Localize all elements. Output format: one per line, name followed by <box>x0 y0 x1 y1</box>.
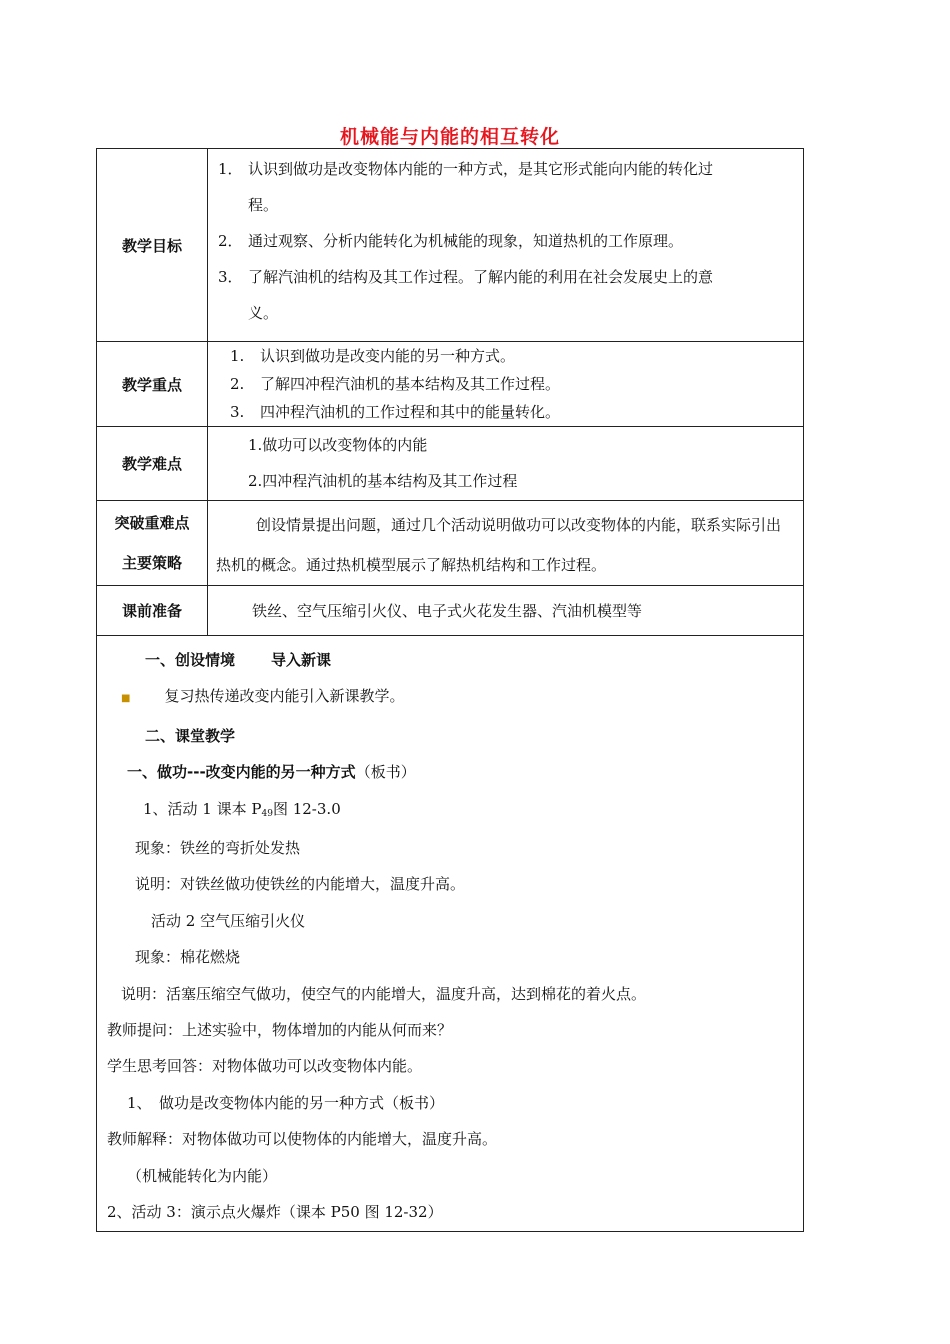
label-difficulties: 教学难点 <box>97 427 208 501</box>
energy-conversion-note: （机械能转化为内能） <box>127 1166 278 1185</box>
strategy-cell: 创设情景提出问题，通过几个活动说明做功可以改变物体的内能，联系实际引出热机的概念。通过热机模型展示了解热机结构和工作过程。 <box>208 501 804 586</box>
row-strategy <box>97 501 804 586</box>
difficulties-cell <box>208 427 804 501</box>
topic-heading: 一、做功---改变内能的另一种方式（板书） <box>127 763 416 782</box>
activity-1-phenomenon: 现象：铁丝的弯折处发热 <box>135 839 301 858</box>
key-point-3: 3. 四冲程汽油机的工作过程和其中的能量转化。 <box>230 403 561 421</box>
teacher-question: 教师提问：上述实验中，物体增加的内能从何而来？ <box>107 1021 453 1040</box>
label-strategy: 突破重难点 主要策略 <box>97 501 208 586</box>
goals-cell <box>208 149 804 342</box>
label-preparation: 课前准备 <box>97 586 208 636</box>
difficulty-1: 1.做功可以改变物体的内能 <box>248 436 428 454</box>
teaching-process-cell <box>97 636 804 1232</box>
label-goals: 教学目标 <box>97 149 208 342</box>
teacher-explanation: 教师解释：对物体做功可以使物体的内能增大，温度升高。 <box>107 1130 498 1149</box>
marker-dot: ■ <box>121 693 131 705</box>
key-point-1: 1. 认识到做功是改变内能的另一种方式。 <box>230 347 516 365</box>
row-difficulties <box>97 427 804 501</box>
activity-2-phenomenon: 现象：棉花燃烧 <box>135 948 241 967</box>
goal-item-1: 1． 认识到做功是改变物体内能的一种方式，是其它形式能向内能的转化过 <box>218 160 714 178</box>
row-teaching-process <box>97 636 804 1232</box>
row-preparation <box>97 586 804 636</box>
goal-item-3: 3． 了解汽油机的结构及其工作过程。了解内能的利用在社会发展史上的意 <box>218 268 714 286</box>
activity-2: 活动 2 空气压缩引火仪 <box>151 911 306 930</box>
activity-1-explanation: 说明：对铁丝做功使铁丝的内能增大，温度升高。 <box>135 875 466 894</box>
activity-1: 1、活动 1 课本 $P_{49}$图 12-3.0 <box>143 799 341 819</box>
section-2-heading: 二、课堂教学 <box>145 726 236 745</box>
preparation-cell: 铁丝、空气压缩引火仪、电子式火花发生器、汽油机模型等 <box>208 586 804 636</box>
goal-item-2: 2． 通过观察、分析内能转化为机械能的现象，知道热机的工作原理。 <box>218 232 684 250</box>
row-key-points <box>97 342 804 427</box>
lesson-plan-table <box>96 148 804 1232</box>
section-1-text: ■ 复习热传递改变内能引入新课教学。 <box>121 687 405 706</box>
section-1-heading: 一、创设情境 导入新课 <box>145 651 332 669</box>
activity-2-explanation: 说明：活塞压缩空气做功，使空气的内能增大，温度升高，达到棉花的着火点。 <box>121 984 647 1003</box>
key-points-cell <box>208 342 804 427</box>
student-answer: 学生思考回答：对物体做功可以改变物体内能。 <box>107 1057 423 1076</box>
row-goals <box>97 149 804 342</box>
point-1: 1、 做功是改变物体内能的另一种方式（板书） <box>127 1093 445 1112</box>
difficulty-2: 2.四冲程汽油机的基本结构及其工作过程 <box>248 472 518 490</box>
page-title: 机械能与内能的相互转化 <box>339 126 560 148</box>
activity-3: 2、活动 3：演示点火爆炸（课本 P50 图 12-32） <box>107 1203 443 1222</box>
label-key-points: 教学重点 <box>97 342 208 427</box>
goal-item-1-cont: 程。 <box>248 196 279 214</box>
goal-item-3-cont: 义。 <box>248 304 279 322</box>
key-point-2: 2. 了解四冲程汽油机的基本结构及其工作过程。 <box>230 375 561 393</box>
